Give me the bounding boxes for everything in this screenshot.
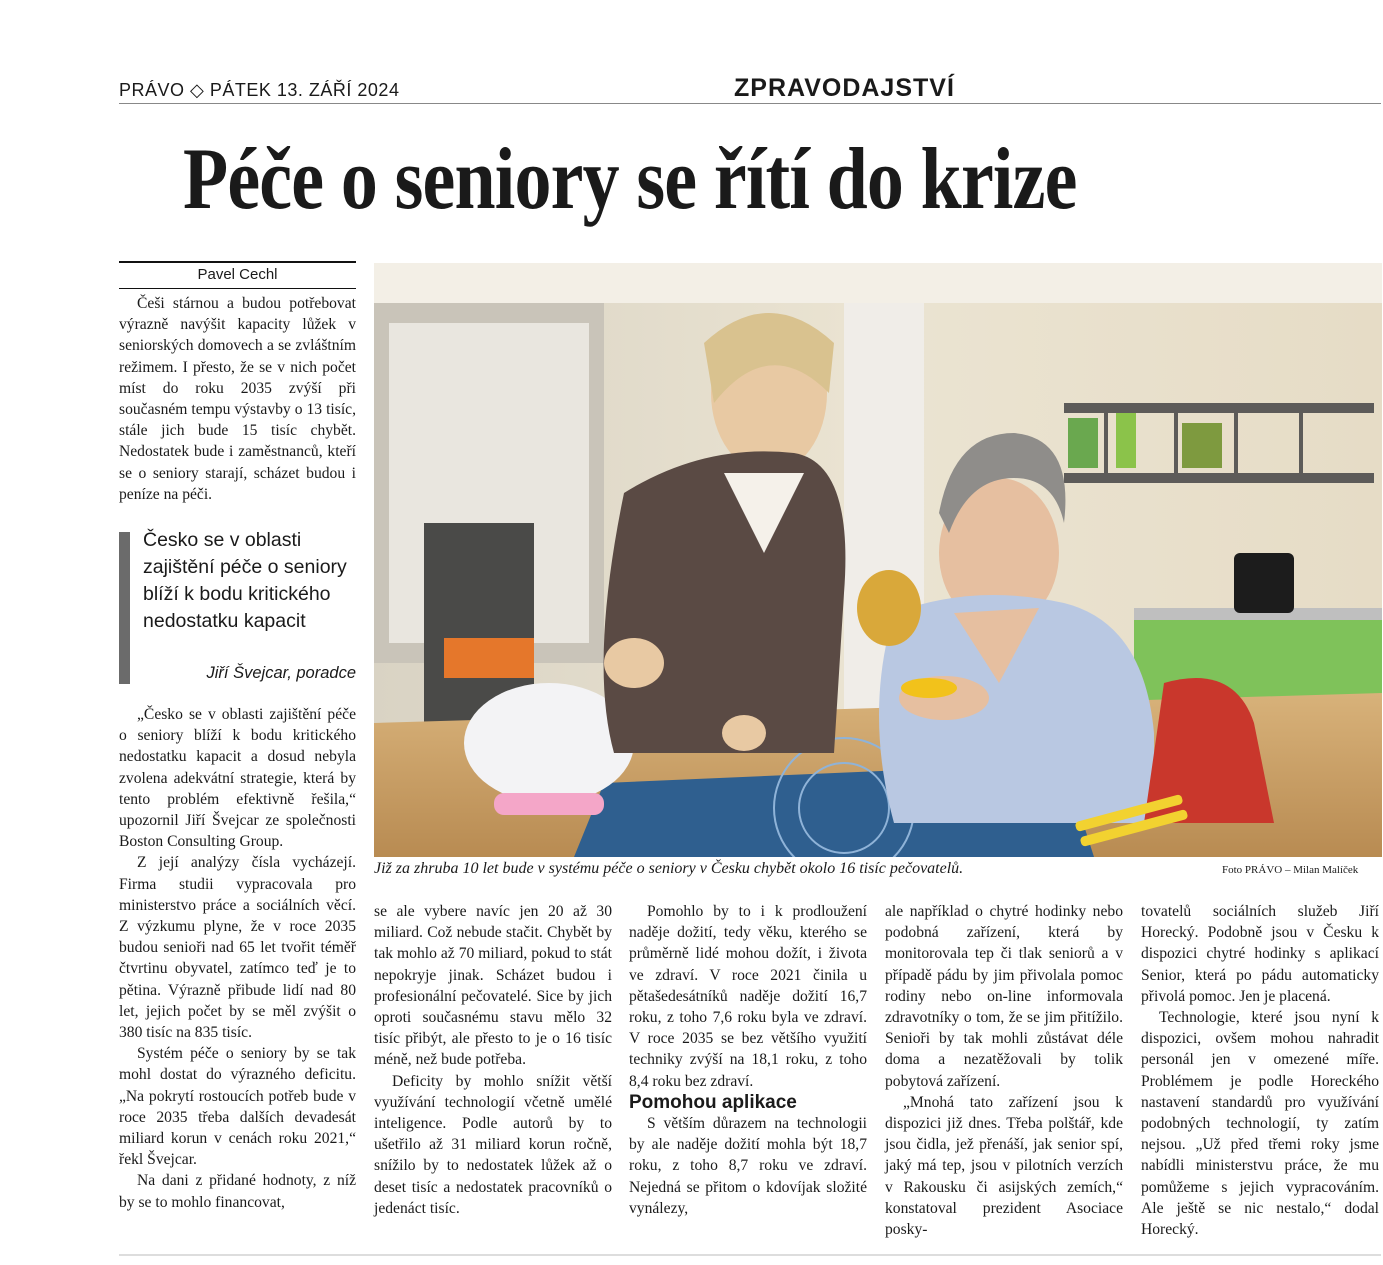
pullquote-bar <box>119 532 130 684</box>
paragraph: S větším důrazem na technologii by ale naděje dožití mohla být 18,7 roku, z toho 8,7 roku ve zdraví. Nejedná se přitom o kdovíjak složité vynálezy, <box>629 1115 867 1217</box>
article-column-4 <box>885 901 1123 1240</box>
subheading: Pomohou aplikace <box>629 1091 797 1113</box>
paragraph: Systém péče o seniory by se tak mohl dostat do výrazného deficitu. „Na pokrytí rostoucích potřeb bude v roce 2035 třeba dalších devadesát miliard korun v cenách roku 2021,“ řekl Švejcar. <box>119 1045 356 1169</box>
paragraph: Pomohlo by to i k prodloužení naděje dožití, tedy věku, kterého se průměrně lidé mohou dožít, i života ve zdraví. V roce 2021 činila u pětašedesátníků naděje dožití 16,7 roku, z toho 7,6 roku byla ve zdraví. V roce 2035 se bez většího využití techniky zvýší na 18,1 roku, z toho 8,4 roku bez zdraví. <box>629 903 867 1090</box>
pullquote-text: Česko se v oblasti zajištění péče o seniory blíží k bodu kritického nedostatku kapacit <box>143 529 347 632</box>
headline: Péče o seniory se řítí do krize <box>183 131 1077 228</box>
bottom-rule <box>119 1254 1381 1256</box>
author-rule-bottom <box>119 288 356 289</box>
paragraph: se ale vybere navíc jen 20 až 30 miliard. Což nebude stačit. Chybět by tak mohlo až 70 miliard, pokud to stát nepokryje jinak. Scházet budou i profesionální pečovatelé. Sice by jich oproti současnému stavu mělo 32 tisíc přibýt, ale přesto to je o 16 tisíc méně, než bude potřeba. <box>374 903 612 1069</box>
article-column-5 <box>1141 901 1379 1240</box>
author-rule-top <box>119 261 356 263</box>
photo-caption: Již za zhruba 10 let bude v systému péče o seniory v Česku chybět okolo 16 tisíc pečovatelů. <box>374 860 964 877</box>
paragraph: tovatelů sociálních služeb Jiří Horecký. Podobně jsou v Česku k dispozici chytré hodinky s aplikací Senior, která po pádu automaticky přivolá pomoc. Jen je placená. <box>1141 903 1379 1005</box>
paragraph: „Česko se v oblasti zajištění péče o seniory blíží k bodu kritického nedostatku kapacit a dosud nebyla zvolena adekvátní strategie, která by tento problém efektivně řešila,“ upozornil Jiří Švejcar ze společnosti Boston Consulting Group. <box>119 706 356 851</box>
section-title: ZPRAVODAJSTVÍ <box>734 74 955 102</box>
paragraph: ale například o chytré hodinky nebo podobná zařízení, která by monitorovala tep či tlak seniorů a v případě pádu by jim přivolala pomoc rodiny nebo on-line informovala zdravotníky o tom, že se jim přitížilo. Senioři by tak mohli zůstávat déle doma a nezatěžovali by tolik pobytová zařízení. <box>885 903 1123 1090</box>
article-photo <box>374 263 1382 857</box>
photo-credit: Foto PRÁVO – Milan Malíček <box>1222 864 1359 876</box>
paragraph: „Mnohá tato zařízení jsou k dispozici již dnes. Třeba polštář, kde jsou čidla, jež přenáší, jak senior spí, jaký má tep, jsou v pilotních verzích v Rakousku či asijských zemích,“ konstatoval prezident Asociace posky- <box>885 1093 1123 1239</box>
article-column-1 <box>119 704 356 1213</box>
header-rule <box>119 103 1381 104</box>
paragraph: Na dani z přidané hodnoty, z níž by se to mohlo financovat, <box>119 1172 356 1211</box>
lead-text: Češi stárnou a budou potřebovat výrazně navýšit kapacity lůžek v seniorských domovech a se zvláštním režimem. I přesto, že se v nich počet míst do roku 2035 zvýší při současném tempu výstavby o 13 tisíc, stále jich bude 15 tisíc chybět. Nedostatek bude i zaměstnanců, kteří se o seniory starají, scházet budou i peníze na péči. <box>119 295 356 503</box>
article-column-2 <box>374 901 612 1219</box>
paragraph: Z její analýzy čísla vycházejí. Firma studii vypracovala pro ministerstvo práce a sociálních věcí. Z výzkumu plyne, že v roce 2035 budou senioři nad 65 let tvořit téměř čtvrtinu obyvatel, zatímco teď je to pětina. Výrazně přibude lidí nad 80 let, jejich počet by se měl zvýšit o 380 tisíc na 835 tisíc. <box>119 854 356 1042</box>
author-byline: Pavel Cechl <box>197 266 278 283</box>
issue-date: PRÁVO ◇ PÁTEK 13. ZÁŘÍ 2024 <box>119 80 400 100</box>
lead-paragraph <box>119 293 356 505</box>
pullquote-author: Jiří Švejcar, poradce <box>206 664 356 682</box>
paragraph: Technologie, které jsou nyní k dispozici, ovšem mohou nahradit personál jen v omezené míře. Problémem je podle Horeckého nastavení standardů pro využívání podobných technologií, ty zatím nejsou. „Už před třemi roky jsme nabídli ministerstvu práce, že mu pomůžeme s jejich vypracováním. Ale ještě se nic nestalo,“ dodal Horecký. <box>1141 1009 1379 1239</box>
photo-illustration <box>374 263 1382 857</box>
paragraph: Deficity by mohlo snížit větší využívání technologií včetně umělé inteligence. Podle autorů by to ušetřilo až 31 miliard korun ročně, snížilo by to nedostatek lůžek až o deset tisíc a nedostatek pracovníků o jedenáct tisíc. <box>374 1072 612 1217</box>
article-column-3 <box>629 901 867 1219</box>
